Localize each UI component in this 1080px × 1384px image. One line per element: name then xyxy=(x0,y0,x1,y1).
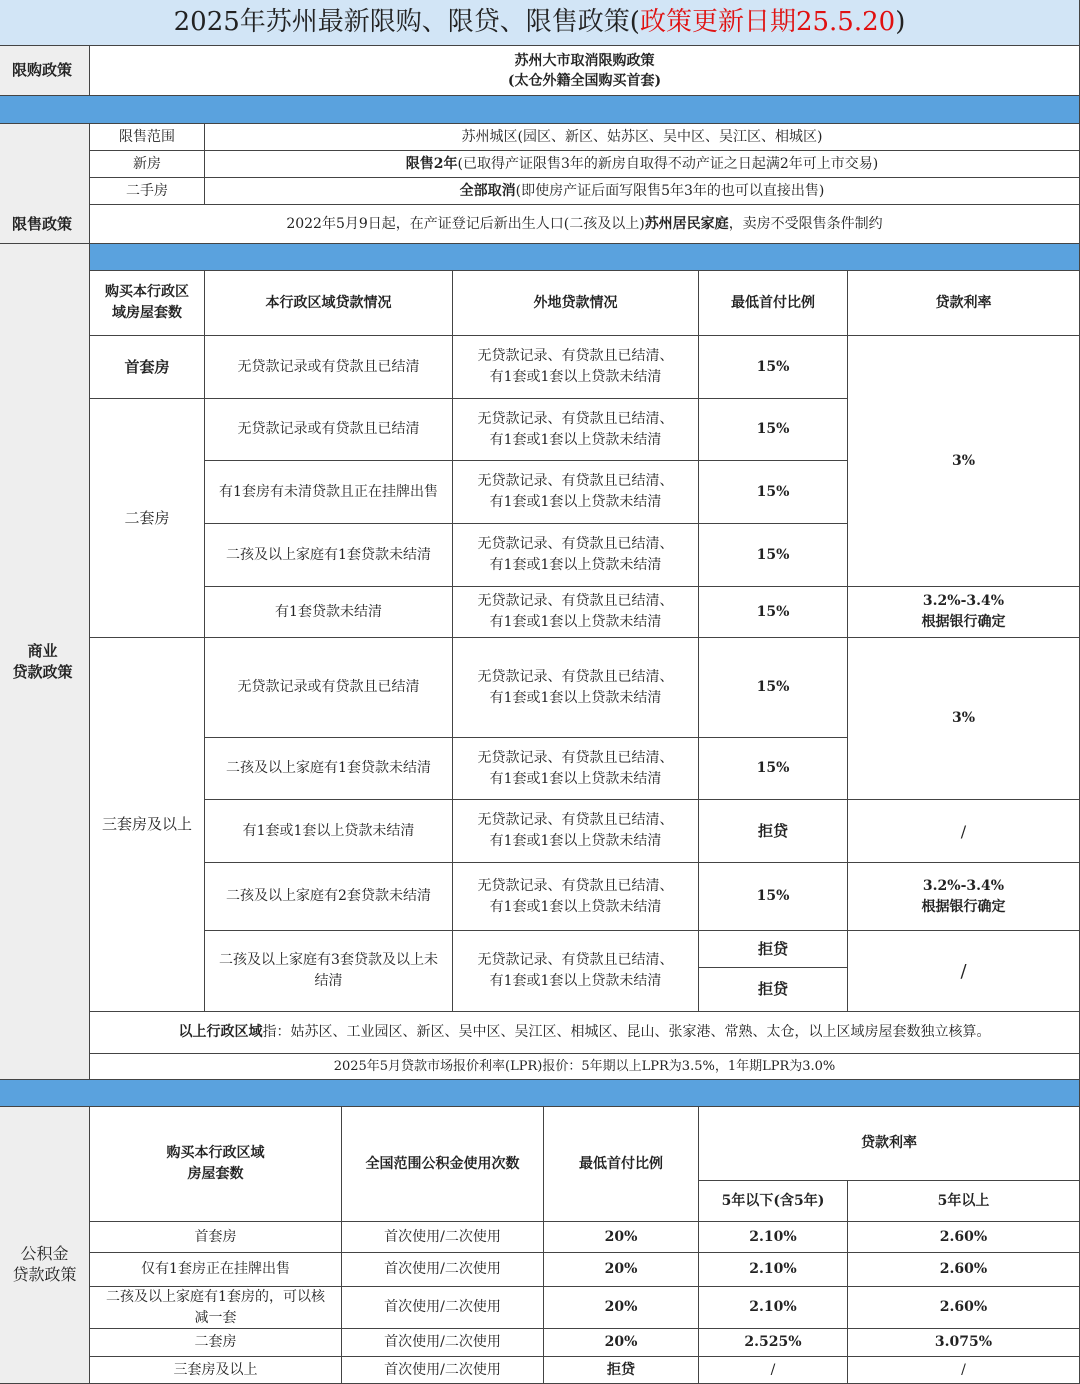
comm-row4-down: 15% xyxy=(699,524,848,587)
comm-row8-local: 有1套或1套以上贷款未结清 xyxy=(205,800,453,863)
fund-row5-short: / xyxy=(699,1357,848,1384)
fund-row1-usage: 首次使用/二次使用 xyxy=(342,1222,544,1253)
fund-row2-usage: 首次使用/二次使用 xyxy=(342,1253,544,1287)
comm-header-count: 购买本行政区 域房屋套数 xyxy=(90,271,205,336)
purchase-limit-line2: (太仓外籍全国购买首套) xyxy=(507,72,662,89)
fund-row4-down: 20% xyxy=(544,1329,699,1357)
comm-row7-down: 15% xyxy=(699,738,848,800)
fund-band xyxy=(0,1080,1080,1107)
comm-row7-local: 二孩及以上家庭有1套贷款未结清 xyxy=(205,738,453,800)
commercial-band xyxy=(90,244,1080,271)
sale-note-bold: 苏州居民家庭 xyxy=(644,215,729,232)
fund-row3-short: 2.10% xyxy=(699,1287,848,1329)
fund-row1-short: 2.10% xyxy=(699,1222,848,1253)
comm-row5-down: 15% xyxy=(699,587,848,638)
sale-row-text-3 xyxy=(205,178,1080,205)
comm-row1-down: 15% xyxy=(699,336,848,399)
area-note-text: 指：姑苏区、工业园区、新区、吴中区、吴江区、相城区、昆山、张家港、常熟、太仓，以上区域房屋套数独立核算。 xyxy=(262,1024,991,1040)
fund-row5-usage: 首次使用/二次使用 xyxy=(342,1357,544,1384)
purchase-limit-content xyxy=(90,46,1080,96)
comm-row8-other: 无贷款记录、有贷款且已结清、 有1套或1套以上贷款未结清 xyxy=(453,800,699,863)
comm-row9-down: 15% xyxy=(699,863,848,931)
comm-row2-down: 15% xyxy=(699,399,848,461)
fund-row4-count: 二套房 xyxy=(90,1329,342,1357)
group-first: 首套房 xyxy=(90,336,205,399)
fund-row3-down: 20% xyxy=(544,1287,699,1329)
sale-row-name-2: 新房 xyxy=(90,151,205,178)
group-third: 三套房及以上 xyxy=(90,638,205,1012)
sale-note-pre: 2022年5月9日起，在产证登记后新出生人口(二孩及以上) xyxy=(286,215,645,232)
comm-row6-other: 无贷款记录、有贷款且已结清、 有1套或1套以上贷款未结清 xyxy=(453,638,699,738)
sale-row-bold-3: 全部取消 xyxy=(459,182,516,199)
comm-row7-other: 无贷款记录、有贷款且已结清、 有1套或1套以上贷款未结清 xyxy=(453,738,699,800)
fund-row5-down: 拒贷 xyxy=(544,1357,699,1384)
fund-row3-count: 二孩及以上家庭有1套房的，可以核 减一套 xyxy=(90,1287,342,1329)
fund-header-count: 购买本行政区域 房屋套数 xyxy=(90,1107,342,1222)
title-update-date: 政策更新日期25.5.20 xyxy=(639,7,896,37)
comm-row9-local: 二孩及以上家庭有2套贷款未结清 xyxy=(205,863,453,931)
comm-row8-down: 拒贷 xyxy=(699,800,848,863)
fund-row1-count: 首套房 xyxy=(90,1222,342,1253)
title-main: 2025年苏州最新限购、限贷、限售政策( xyxy=(173,7,640,37)
comm-row10-down-b: 拒贷 xyxy=(699,968,848,1012)
sale-row-name-1: 限售范围 xyxy=(90,124,205,151)
comm-row9-other: 无贷款记录、有贷款且已结清、 有1套或1套以上贷款未结清 xyxy=(453,863,699,931)
title-close: ) xyxy=(895,7,906,37)
fund-row4-usage: 首次使用/二次使用 xyxy=(342,1329,544,1357)
comm-rate-4: / xyxy=(848,800,1080,863)
comm-row4-local: 二孩及以上家庭有1套贷款未结清 xyxy=(205,524,453,587)
comm-row1-local: 无贷款记录或有贷款且已结清 xyxy=(205,336,453,399)
fund-row2-short: 2.10% xyxy=(699,1253,848,1287)
fund-row2-long: 2.60% xyxy=(848,1253,1080,1287)
comm-rate-5: 3.2%-3.4% 根据银行确定 xyxy=(848,863,1080,931)
comm-row1-other: 无贷款记录、有贷款且已结清、 有1套或1套以上贷款未结清 xyxy=(453,336,699,399)
purchase-limit-line1: 苏州大市取消限购政策 xyxy=(514,52,655,69)
comm-rate-1: 3% xyxy=(848,336,1080,587)
commercial-loan-label: 商业 贷款政策 xyxy=(0,244,90,1080)
comm-row4-other: 无贷款记录、有贷款且已结清、 有1套或1套以上贷款未结清 xyxy=(453,524,699,587)
fund-row5-count: 三套房及以上 xyxy=(90,1357,342,1384)
sale-note-post: ，卖房不受限售条件制约 xyxy=(728,215,883,232)
fund-row1-down: 20% xyxy=(544,1222,699,1253)
comm-header-local: 本行政区域贷款情况 xyxy=(205,271,453,336)
comm-header-rate: 贷款利率 xyxy=(848,271,1080,336)
fund-header-usage: 全国范围公积金使用次数 xyxy=(342,1107,544,1222)
comm-rate-2: 3.2%-3.4% 根据银行确定 xyxy=(848,587,1080,638)
comm-row5-other: 无贷款记录、有贷款且已结清、 有1套或1套以上贷款未结清 xyxy=(453,587,699,638)
comm-row3-down: 15% xyxy=(699,461,848,524)
fund-row2-count: 仅有1套房正在挂牌出售 xyxy=(90,1253,342,1287)
sale-row-text-2 xyxy=(205,151,1080,178)
fund-row3-usage: 首次使用/二次使用 xyxy=(342,1287,544,1329)
group-second: 二套房 xyxy=(90,399,205,638)
area-note xyxy=(90,1012,1080,1054)
comm-row10-down-a: 拒贷 xyxy=(699,931,848,968)
fund-row3-long: 2.60% xyxy=(848,1287,1080,1329)
comm-row3-other: 无贷款记录、有贷款且已结清、 有1套或1套以上贷款未结清 xyxy=(453,461,699,524)
fund-header-rate-short: 5年以下(含5年) xyxy=(699,1181,848,1222)
lpr-note: 2025年5月贷款市场报价利率(LPR)报价：5年期以上LPR为3.5%，1年期LPR为3.0% xyxy=(90,1054,1080,1080)
fund-header-down: 最低首付比例 xyxy=(544,1107,699,1222)
fund-row4-short: 2.525% xyxy=(699,1329,848,1357)
fund-loan-label: 公积金 贷款政策 xyxy=(0,1107,90,1384)
comm-row5-local: 有1套贷款未结清 xyxy=(205,587,453,638)
area-note-bold: 以上行政区域 xyxy=(178,1024,263,1040)
comm-rate-3: 3% xyxy=(848,638,1080,800)
sale-row-bold-2: 限售2年 xyxy=(405,155,458,172)
comm-rate-6: / xyxy=(848,931,1080,1012)
section-divider xyxy=(0,96,1080,124)
sale-row-note-3: (即使房产证后面写限售5年3年的也可以直接出售) xyxy=(515,182,825,199)
comm-header-other: 外地贷款情况 xyxy=(453,271,699,336)
fund-header-rate: 贷款利率 xyxy=(699,1107,1080,1181)
page-title xyxy=(0,0,1080,46)
sale-row-text-1: 苏州城区(园区、新区、姑苏区、吴中区、吴江区、相城区) xyxy=(205,124,1080,151)
sale-limit-label-text: 限售政策 xyxy=(12,215,73,233)
sale-row-note-2: (已取得产证限售3年的新房自取得不动产证之日起满2年可上市交易) xyxy=(457,155,879,172)
fund-row1-long: 2.60% xyxy=(848,1222,1080,1253)
sale-limit-note xyxy=(90,205,1080,244)
sale-limit-label xyxy=(0,124,90,244)
comm-row10-local: 二孩及以上家庭有3套贷款及以上未 结清 xyxy=(205,931,453,1012)
comm-row2-other: 无贷款记录、有贷款且已结清、 有1套或1套以上贷款未结清 xyxy=(453,399,699,461)
comm-header-down: 最低首付比例 xyxy=(699,271,848,336)
comm-row6-local: 无贷款记录或有贷款且已结清 xyxy=(205,638,453,738)
fund-row5-long: / xyxy=(848,1357,1080,1384)
fund-row4-long: 3.075% xyxy=(848,1329,1080,1357)
comm-row10-other: 无贷款记录、有贷款且已结清、 有1套或1套以上贷款未结清 xyxy=(453,931,699,1012)
fund-row2-down: 20% xyxy=(544,1253,699,1287)
fund-header-rate-long: 5年以上 xyxy=(848,1181,1080,1222)
comm-row3-local: 有1套房有未清贷款且正在挂牌出售 xyxy=(205,461,453,524)
comm-row6-down: 15% xyxy=(699,638,848,738)
sale-row-name-3: 二手房 xyxy=(90,178,205,205)
comm-row2-local: 无贷款记录或有贷款且已结清 xyxy=(205,399,453,461)
purchase-limit-label: 限购政策 xyxy=(0,46,90,96)
